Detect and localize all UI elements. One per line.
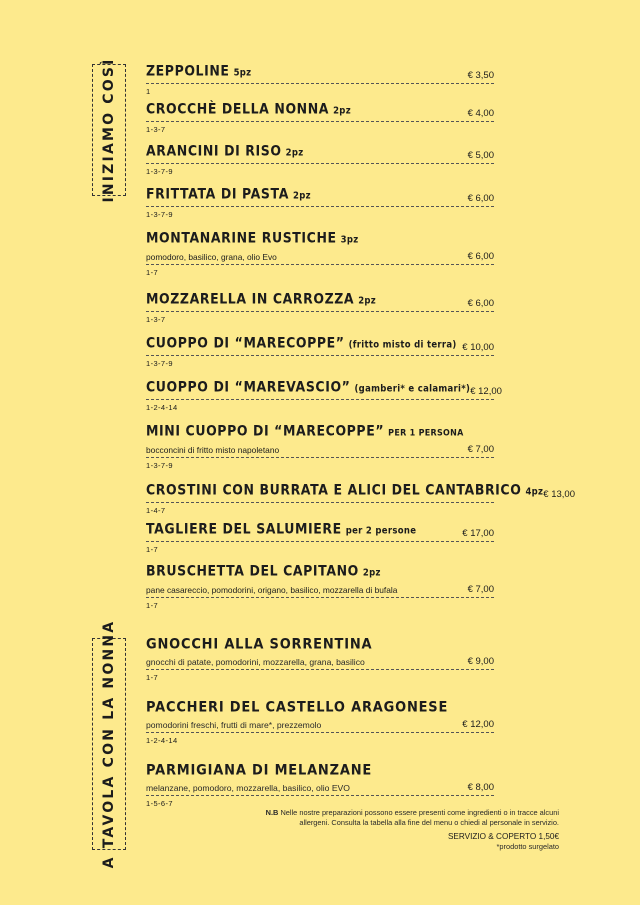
menu-item-price: € 6,00 [467,193,494,204]
menu-item-main [146,184,311,205]
menu-item-title: CUOPPO DI “MAREVASCIO” [146,377,351,395]
menu-item-allergens: 1-3-7-9 [146,359,173,368]
menu-item-name [146,762,372,780]
menu-item-description: pomodorini freschi, frutti di mare*, prezzemolo [146,720,322,730]
menu-item-main [146,519,417,540]
menu-item-title: MOZZARELLA IN CARROZZA [146,289,355,307]
menu-item-title: ZEPPOLINE [146,61,230,79]
menu-item [146,480,575,516]
menu-item-title: BRUSCHETTA DEL CAPITANO [146,561,359,579]
menu-item-allergens: 1-3-7-9 [146,210,173,219]
menu-item-allergens: 1-7 [146,545,159,554]
menu-item-main [146,289,377,310]
menu-item-row [146,561,494,598]
menu-item-title: TAGLIERE DEL SALUMIERE [146,519,342,537]
menu-item-name [146,229,359,249]
menu-item-title: MONTANARINE RUSTICHE [146,228,337,246]
menu-item-title: MINI CUOPPO DI “MARECOPPE” [146,421,385,439]
menu-item-description: bocconcini di fritto misto napoletano [146,445,280,455]
menu-item-qty: (fritto misto di terra) [348,339,457,351]
menu-item-qty: 2pz [358,295,377,307]
menu-item-qty: 4pz [525,486,544,498]
menu-item-price: € 13,00 [543,489,575,500]
menu-item-row [146,289,494,312]
nb-label: N.B [265,808,279,817]
menu-item-description: gnocchi di patate, pomodorini, mozzarella, grana, basilico [146,657,365,667]
menu-item-title: CUOPPO DI “MARECOPPE” [146,333,345,351]
menu-item-price: € 9,00 [467,656,494,667]
menu-item-title: CROCCHÈ DELLA NONNA [146,99,330,117]
menu-item [146,289,494,325]
menu-item-row [146,61,494,84]
menu-item-allergens: 1-7 [146,268,159,277]
menu-item-qty: per 2 persone [345,525,417,537]
menu-item [146,421,494,471]
menu-item-row [146,480,575,503]
menu-item-main [146,141,304,162]
menu-item-price: € 8,00 [467,782,494,793]
menu-item-main [146,228,359,263]
section-label-text: A TAVOLA CON LA NONNA [101,619,117,869]
menu-item-name [146,290,376,310]
menu-item [146,61,494,97]
menu-item-name [146,378,470,398]
menu-item-qty: 2pz [362,567,381,579]
menu-item-qty: 2pz [333,105,351,117]
menu-item-allergens: 1-7 [146,601,159,610]
menu-item-name [146,562,397,582]
menu-item-row [146,184,494,207]
menu-item-main [146,480,544,501]
menu-item-qty: 5pz [233,67,252,79]
menu-item-main [146,421,464,456]
menu-item-main [146,61,252,82]
menu-item-price: € 5,00 [467,150,494,161]
menu-item-allergens: 1-7 [146,673,159,682]
menu-item-title: GNOCCHI ALLA SORRENTINA [146,636,373,653]
menu-item-allergens: 1-3-7 [146,315,166,324]
menu-item [146,764,494,809]
menu-item-allergens: 1 [146,87,151,96]
menu-item-main [146,764,372,794]
menu-item-allergens: 1-2-4-14 [146,403,178,412]
footer-note [228,808,559,852]
menu-item-row [146,764,494,796]
menu-item-name [146,185,311,205]
frozen-note: *prodotto surgelato [496,842,559,851]
menu-item-price: € 17,00 [462,528,494,539]
menu-item-description: pomodoro, basilico, grana, olio Evo [146,252,277,262]
menu-item-qty: PER 1 PERSONA [388,427,464,438]
menu-item [146,184,494,220]
menu-item-name [146,142,303,162]
menu-item-allergens: 1-3-7-9 [146,167,173,176]
menu-item [146,333,494,369]
menu-item [146,638,494,683]
menu-item-description: melanzane, pomodoro, mozzarella, basilico, olio EVO [146,783,350,793]
menu-item-name [146,699,448,717]
menu-item-row [146,421,494,458]
nb-line-1: Nelle nostre preparazioni possono essere presenti come ingredienti o in tracce alcuni [280,808,559,817]
menu-item-name [146,334,457,354]
menu-item-title: ARANCINI DI RISO [146,141,282,159]
menu-item-main [146,377,471,398]
menu-item-allergens: 1-4-7 [146,506,166,515]
menu-item-price: € 7,00 [467,444,494,455]
menu-item-main [146,701,448,731]
menu-item-name [146,62,251,82]
allergen-note [228,808,559,818]
menu-item-row [146,519,494,542]
menu-item-main [146,333,457,354]
menu-item [146,561,494,611]
menu-item-row [146,701,494,733]
menu-item-qty: (gamberi* e calamari*) [354,383,471,395]
menu-item [146,99,494,135]
menu-item-row [146,141,494,164]
menu-item-allergens: 1-2-4-14 [146,736,178,745]
service-charge: SERVIZIO & COPERTO 1,50€ [447,832,559,841]
menu-item-qty: 2pz [285,147,304,159]
menu-item-main [146,561,398,596]
menu-item [146,519,494,555]
menu-item-price: € 6,00 [467,251,494,262]
menu-item-title: PACCHERI DEL CASTELLO ARAGONESE [146,699,449,716]
menu-item-name [146,481,543,501]
menu-item-price: € 12,00 [462,719,494,730]
menu-item-allergens: 1-3-7-9 [146,461,173,470]
menu-item [146,228,494,278]
section-label-text: INIZIAMO COSÌ [101,57,117,203]
menu-item-name [146,100,351,120]
menu-item [146,701,494,746]
menu-item-price: € 12,00 [470,386,502,397]
menu-item-qty: 3pz [340,234,359,246]
menu-item-row [146,333,494,356]
menu-item-allergens: 1-3-7 [146,125,166,134]
menu-item-row [146,638,494,670]
menu-item-title: FRITTATA DI PASTA [146,184,289,202]
menu-item-name [146,636,372,654]
menu-item-allergens: 1-5-6-7 [146,799,173,808]
menu-item-qty: 2pz [292,190,311,202]
nb-line-2: allergeni. Consulta la tabella alla fine del menu o chiedi al personale in servizio. [299,818,559,827]
menu-item-name [146,422,464,442]
menu-item-title: PARMIGIANA DI MELANZANE [146,762,373,779]
menu-item-description: pane casareccio, pomodorini, origano, basilico, mozzarella di bufala [146,585,398,595]
menu-item-row [146,99,494,122]
menu-item-price: € 7,00 [467,584,494,595]
section-label-iniziamo-cosi [92,57,126,203]
menu-item [146,377,502,413]
section-label-a-tavola [92,619,126,869]
menu-item-price: € 3,50 [467,70,494,81]
menu-item-price: € 4,00 [467,108,494,119]
menu-item-price: € 6,00 [467,298,494,309]
menu-item-row [146,228,494,265]
menu-item-name [146,520,416,540]
menu-item-title: CROSTINI CON BURRATA E ALICI DEL CANTABRICO [146,480,522,498]
menu-item-price: € 10,00 [462,342,494,353]
menu-item-row [146,377,502,400]
menu-item [146,141,494,177]
menu-item-main [146,99,351,120]
menu-item-main [146,638,372,668]
